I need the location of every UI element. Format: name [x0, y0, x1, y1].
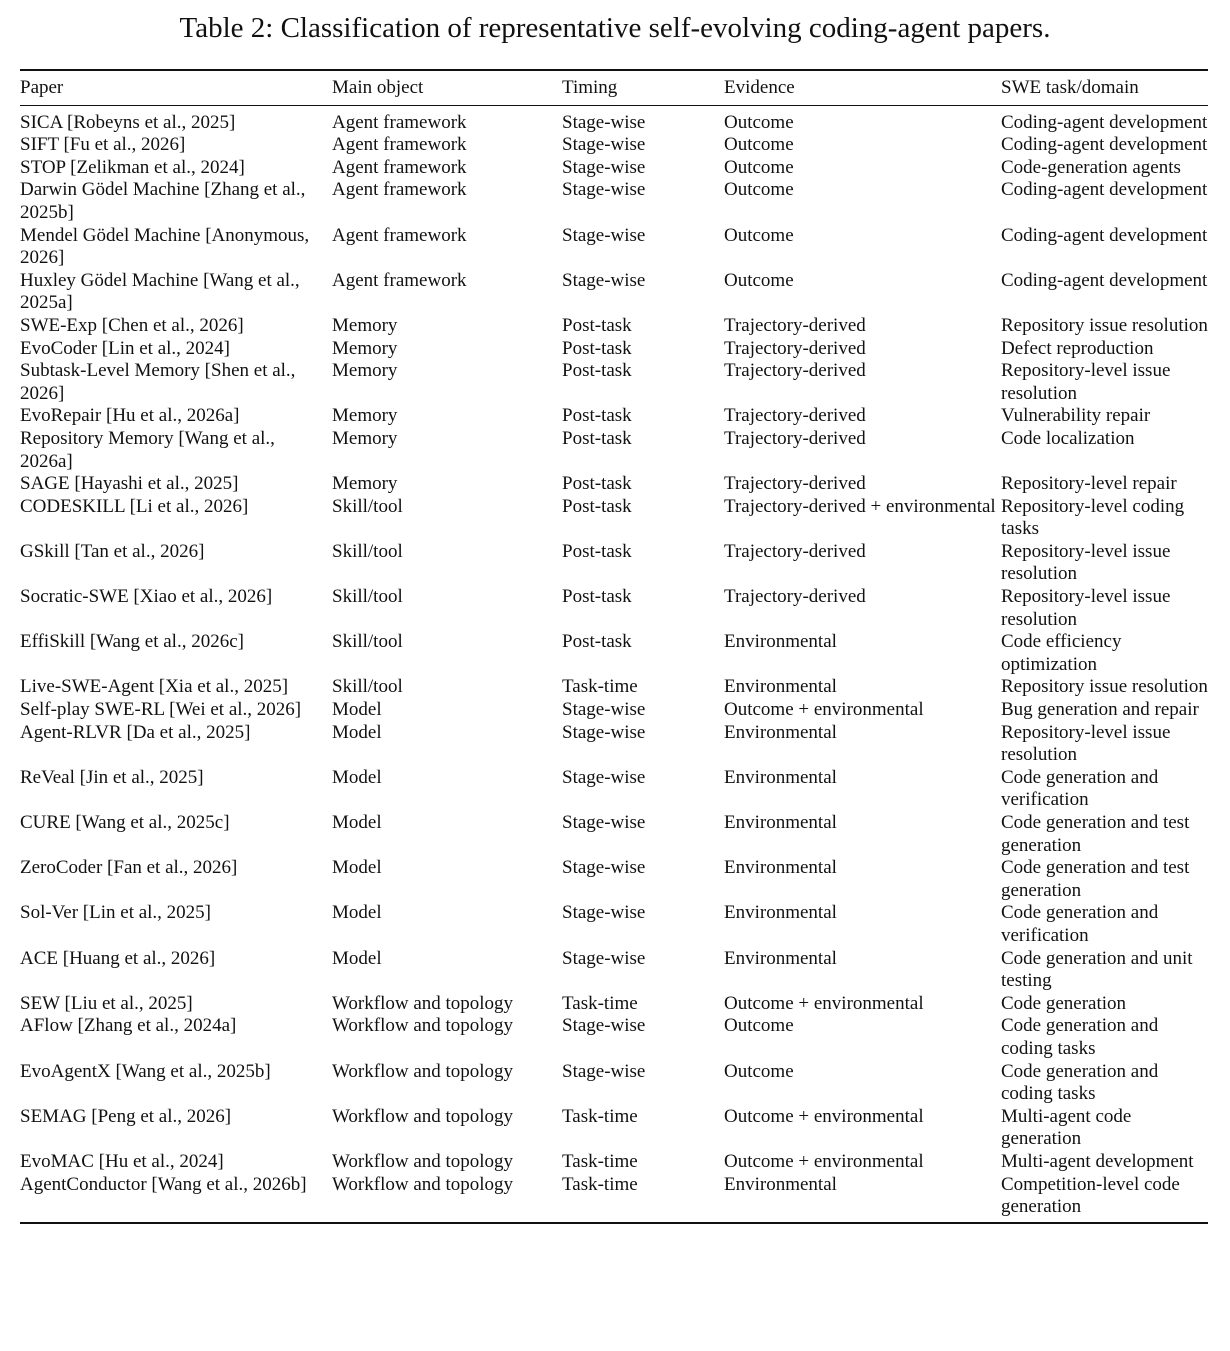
cell-evidence: Environmental [724, 721, 837, 743]
cell-evidence: Outcome + environmental [724, 1150, 924, 1172]
cell-paper: Darwin Gödel Machine [Zhang et al., 2025b] [20, 179, 306, 223]
cell-swe-task: Competition-level code generation [1001, 1173, 1180, 1218]
cell-evidence: Outcome [724, 1060, 794, 1082]
cell-swe-task: Code efficiency optimization [1001, 631, 1122, 675]
cell-timing: Post-task [562, 360, 632, 382]
table-row [20, 586, 1208, 631]
cell-paper: EvoCoder [Lin et al., 2024] [20, 337, 231, 359]
table-body [20, 105, 1208, 1222]
cell-swe-task: Code localization [1001, 427, 1135, 449]
cell-timing: Task-time [562, 1173, 638, 1195]
cell-evidence: Environmental [724, 812, 837, 833]
cell-main-object: Model [332, 947, 382, 969]
cell-timing: Post-task [562, 631, 632, 653]
table-row [20, 157, 1208, 180]
cell-paper: SICA [Robeyns et al., 2025] [20, 111, 236, 133]
header-paper: Paper [20, 71, 332, 105]
cell-timing: Stage-wise [562, 269, 646, 291]
cell-swe-task: Repository issue resolution [1001, 676, 1208, 698]
table-row [20, 993, 1208, 1016]
cell-timing: Post-task [562, 337, 632, 359]
cell-evidence: Environmental [724, 857, 837, 879]
cell-main-object: Model [332, 721, 382, 743]
header-evidence: Evidence [724, 71, 1001, 105]
header-timing: Timing [562, 71, 724, 105]
cell-paper: Mendel Gödel Machine [Anonymous, 2026] [20, 224, 310, 269]
cell-main-object: Workflow and topology [332, 992, 514, 1014]
cell-evidence: Outcome [724, 1015, 794, 1037]
cell-paper: SAGE [Hayashi et al., 2025] [20, 473, 239, 495]
table-row [20, 1151, 1208, 1174]
cell-swe-task: Code generation [1001, 992, 1127, 1014]
table-row [20, 428, 1208, 473]
classification-table [20, 69, 1208, 1224]
table-row [20, 473, 1208, 496]
cell-main-object: Memory [332, 314, 398, 336]
cell-evidence: Trajectory-derived [724, 405, 866, 427]
table-row [20, 1174, 1208, 1222]
cell-timing: Post-task [562, 427, 632, 449]
cell-paper: EvoRepair [Hu et al., 2026a] [20, 405, 240, 427]
cell-main-object: Workflow and topology [332, 1105, 514, 1127]
header-swe-task-domain: SWE task/domain [1001, 71, 1208, 105]
cell-swe-task: Coding-agent development [1001, 269, 1208, 291]
cell-paper: Sol-Ver [Lin et al., 2025] [20, 902, 212, 924]
table-row [20, 699, 1208, 722]
cell-swe-task: Code generation and test generation [1001, 857, 1190, 901]
cell-paper: SEW [Liu et al., 2025] [20, 992, 193, 1014]
cell-timing: Task-time [562, 992, 638, 1014]
cell-swe-task: Repository-level issue resolution [1001, 540, 1171, 585]
table-row [20, 812, 1208, 857]
cell-swe-task: Code generation and unit testing [1001, 947, 1193, 992]
table-row [20, 338, 1208, 361]
cell-main-object: Memory [332, 360, 398, 382]
cell-paper: Repository Memory [Wang et al., 2026a] [20, 427, 275, 472]
table-row [20, 105, 1208, 134]
cell-evidence: Environmental [724, 676, 837, 698]
cell-swe-task: Code generation and verification [1001, 902, 1159, 946]
cell-swe-task: Bug generation and repair [1001, 699, 1199, 721]
cell-swe-task: Code-generation agents [1001, 156, 1181, 178]
cell-timing: Post-task [562, 473, 632, 495]
cell-evidence: Outcome [724, 111, 794, 133]
cell-timing: Stage-wise [562, 721, 646, 743]
cell-timing: Post-task [562, 540, 632, 562]
cell-paper: STOP [Zelikman et al., 2024] [20, 156, 245, 178]
cell-swe-task: Code generation and coding tasks [1001, 1060, 1159, 1105]
cell-paper: ZeroCoder [Fan et al., 2026] [20, 857, 238, 879]
cell-evidence: Outcome [724, 224, 794, 246]
cell-timing: Stage-wise [562, 1015, 646, 1037]
cell-evidence: Trajectory-derived [724, 337, 866, 359]
cell-paper: EvoMAC [Hu et al., 2024] [20, 1150, 224, 1172]
table-row [20, 270, 1208, 315]
cell-timing: Task-time [562, 1150, 638, 1172]
cell-timing: Stage-wise [562, 224, 646, 246]
cell-main-object: Memory [332, 337, 398, 359]
cell-evidence: Outcome [724, 269, 794, 291]
table-row [20, 496, 1208, 541]
cell-evidence: Trajectory-derived [724, 540, 866, 562]
cell-timing: Post-task [562, 495, 632, 517]
cell-main-object: Memory [332, 405, 398, 427]
cell-swe-task: Coding-agent development [1001, 111, 1208, 133]
cell-evidence: Trajectory-derived [724, 473, 866, 495]
table-row [20, 722, 1208, 767]
cell-main-object: Skill/tool [332, 586, 403, 608]
cell-main-object: Workflow and topology [332, 1015, 514, 1037]
table-row [20, 902, 1208, 947]
cell-swe-task: Multi-agent code generation [1001, 1105, 1132, 1150]
table-header-row [20, 71, 1208, 105]
cell-evidence: Environmental [724, 631, 837, 653]
cell-main-object: Skill/tool [332, 631, 403, 653]
cell-swe-task: Repository-level coding tasks [1001, 495, 1185, 540]
cell-evidence: Trajectory-derived [724, 360, 866, 382]
table-row [20, 1106, 1208, 1151]
cell-evidence: Outcome + environmental [724, 699, 924, 721]
cell-swe-task: Coding-agent development [1001, 224, 1208, 246]
cell-main-object: Model [332, 812, 382, 833]
cell-swe-task: Coding-agent development [1001, 134, 1208, 156]
cell-timing: Stage-wise [562, 1060, 646, 1082]
table-row [20, 225, 1208, 270]
cell-main-object: Workflow and topology [332, 1173, 514, 1195]
cell-evidence: Environmental [724, 902, 837, 924]
table-row [20, 360, 1208, 405]
cell-evidence: Environmental [724, 947, 837, 969]
cell-evidence: Trajectory-derived [724, 314, 866, 336]
cell-paper: Huxley Gödel Machine [Wang et al., 2025a] [20, 269, 300, 314]
cell-main-object: Agent framework [332, 269, 467, 291]
cell-evidence: Environmental [724, 1173, 837, 1195]
cell-timing: Task-time [562, 1105, 638, 1127]
cell-timing: Stage-wise [562, 699, 646, 721]
table-row [20, 631, 1208, 676]
cell-timing: Stage-wise [562, 179, 646, 201]
cell-paper: Live-SWE-Agent [Xia et al., 2025] [20, 676, 289, 698]
cell-paper: CODESKILL [Li et al., 2026] [20, 495, 249, 517]
cell-evidence: Environmental [724, 766, 837, 788]
table-row [20, 179, 1208, 224]
cell-timing: Stage-wise [562, 111, 646, 133]
cell-timing: Stage-wise [562, 156, 646, 178]
cell-swe-task: Code generation and verification [1001, 766, 1159, 811]
cell-main-object: Agent framework [332, 111, 467, 133]
cell-timing: Stage-wise [562, 947, 646, 969]
cell-swe-task: Multi-agent development [1001, 1150, 1194, 1172]
cell-main-object: Agent framework [332, 224, 467, 246]
table-row [20, 676, 1208, 699]
cell-timing: Task-time [562, 676, 638, 698]
cell-paper: AFlow [Zhang et al., 2024a] [20, 1015, 237, 1037]
cell-timing: Stage-wise [562, 766, 646, 788]
cell-timing: Stage-wise [562, 857, 646, 879]
cell-swe-task: Code generation and test generation [1001, 812, 1190, 856]
cell-swe-task: Repository-level repair [1001, 473, 1177, 495]
cell-swe-task: Code generation and coding tasks [1001, 1015, 1159, 1059]
cell-paper: EvoAgentX [Wang et al., 2025b] [20, 1060, 271, 1082]
cell-main-object: Model [332, 766, 382, 788]
cell-swe-task: Repository-level issue resolution [1001, 721, 1171, 766]
cell-paper: SWE-Exp [Chen et al., 2026] [20, 314, 244, 336]
cell-paper: Subtask-Level Memory [Shen et al., 2026] [20, 360, 296, 404]
cell-evidence: Trajectory-derived [724, 427, 866, 449]
cell-paper: AgentConductor [Wang et al., 2026b] [20, 1173, 307, 1195]
cell-paper: SEMAG [Peng et al., 2026] [20, 1105, 232, 1127]
cell-main-object: Skill/tool [332, 495, 403, 517]
cell-evidence: Outcome [724, 179, 794, 201]
cell-paper: SIFT [Fu et al., 2026] [20, 134, 186, 156]
cell-paper: Self-play SWE-RL [Wei et al., 2026] [20, 699, 302, 721]
cell-swe-task: Vulnerability repair [1001, 405, 1151, 427]
cell-swe-task: Defect reproduction [1001, 337, 1154, 359]
cell-evidence: Trajectory-derived + environmental [724, 495, 996, 517]
cell-timing: Post-task [562, 405, 632, 427]
table-row [20, 1061, 1208, 1106]
cell-main-object: Model [332, 699, 382, 721]
cell-evidence: Outcome [724, 134, 794, 156]
table-row [20, 134, 1208, 157]
cell-main-object: Model [332, 902, 382, 924]
table-row [20, 315, 1208, 338]
cell-evidence: Outcome + environmental [724, 992, 924, 1014]
cell-main-object: Agent framework [332, 156, 467, 178]
cell-timing: Stage-wise [562, 902, 646, 924]
table-row [20, 541, 1208, 586]
cell-main-object: Memory [332, 427, 398, 449]
cell-evidence: Trajectory-derived [724, 586, 866, 608]
table-row [20, 405, 1208, 428]
cell-paper: ReVeal [Jin et al., 2025] [20, 766, 204, 788]
cell-main-object: Agent framework [332, 179, 467, 201]
cell-paper: Socratic-SWE [Xiao et al., 2026] [20, 586, 273, 608]
cell-paper: CURE [Wang et al., 2025c] [20, 812, 230, 833]
header-main-object: Main object [332, 71, 562, 105]
cell-swe-task: Repository issue resolution [1001, 314, 1208, 336]
cell-main-object: Skill/tool [332, 676, 403, 698]
table-caption: Table 2: Classification of representative self-evolving coding-agent papers. [179, 12, 1051, 44]
cell-swe-task: Repository-level issue resolution [1001, 586, 1171, 630]
cell-main-object: Agent framework [332, 134, 467, 156]
cell-timing: Post-task [562, 586, 632, 608]
table-row [20, 767, 1208, 812]
cell-main-object: Workflow and topology [332, 1150, 514, 1172]
cell-main-object: Model [332, 857, 382, 879]
cell-paper: EffiSkill [Wang et al., 2026c] [20, 631, 244, 653]
cell-paper: Agent-RLVR [Da et al., 2025] [20, 721, 251, 743]
cell-swe-task: Coding-agent development [1001, 179, 1208, 201]
cell-main-object: Workflow and topology [332, 1060, 514, 1082]
cell-evidence: Outcome [724, 156, 794, 178]
table-row [20, 857, 1208, 902]
cell-paper: ACE [Huang et al., 2026] [20, 947, 216, 969]
cell-timing: Post-task [562, 314, 632, 336]
cell-timing: Stage-wise [562, 134, 646, 156]
cell-paper: GSkill [Tan et al., 2026] [20, 540, 205, 562]
cell-swe-task: Repository-level issue resolution [1001, 360, 1171, 404]
table-row [20, 948, 1208, 993]
cell-timing: Stage-wise [562, 812, 646, 833]
cell-main-object: Skill/tool [332, 540, 403, 562]
table-row [20, 1015, 1208, 1060]
cell-evidence: Outcome + environmental [724, 1105, 924, 1127]
cell-main-object: Memory [332, 473, 398, 495]
